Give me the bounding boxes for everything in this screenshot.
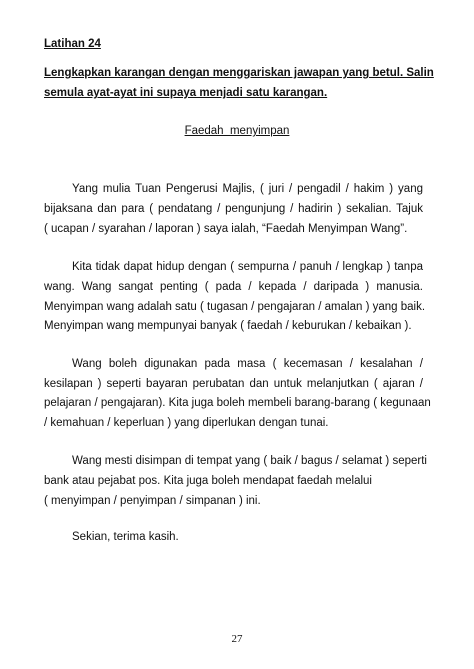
paragraph-5-line-1: Sekian, terima kasih.	[72, 531, 179, 543]
paragraph-3-line-3: pelajaran / pengajaran). Kita juga boleh membeli barang-barang ( kegunaan	[44, 397, 431, 409]
paragraph-4-line-3: ( menyimpan / penyimpan / simpanan ) ini.	[44, 495, 261, 507]
instruction-line-2: semula ayat-ayat ini supaya menjadi satu karangan.	[44, 87, 328, 99]
exercise-title: Latihan 24	[44, 38, 101, 50]
paragraph-2-line-1: Kita tidak dapat hidup dengan ( sempurna / panuh / lengkap ) tanpa	[72, 261, 423, 273]
essay-title: Faedah menyimpan	[184, 125, 290, 137]
paragraph-1-line-1: Yang mulia Tuan Pengerusi Majlis, ( juri / pengadil / hakim ) yang	[72, 183, 423, 195]
paragraph-2-line-2: wang. Wang sangat penting ( pada / kepada / daripada ) manusia.	[44, 281, 423, 293]
paragraph-4-line-2: bank atau pejabat pos. Kita juga boleh mendapat faedah melalui	[44, 475, 372, 487]
paragraph-3-line-2: kesilapan ) seperti bayaran perubatan dan untuk melanjutkan ( ajaran /	[44, 378, 423, 390]
paragraph-1-line-3: ( ucapan / syarahan / laporan ) saya ialah, “Faedah Menyimpan Wang”.	[44, 223, 408, 235]
paragraph-3-line-4: / kemahuan / keperluan ) yang diperlukan dengan tunai.	[44, 417, 329, 429]
paragraph-4-line-1: Wang mesti disimpan di tempat yang ( baik / bagus / selamat ) seperti	[72, 455, 427, 467]
page-number: 27	[231, 633, 243, 645]
paragraph-1-line-2: bijaksana dan para ( pendatang / pengunjung / hadirin ) sekalian. Tajuk	[44, 203, 423, 215]
paragraph-2-line-4: Menyimpan wang mempunyai banyak ( faedah / keburukan / kebaikan ).	[44, 320, 412, 332]
paragraph-3-line-1: Wang boleh digunakan pada masa ( kecemasan / kesalahan /	[72, 358, 423, 370]
paragraph-2-line-3: Menyimpan wang adalah satu ( tugasan / pengajaran / amalan ) yang baik.	[44, 301, 426, 313]
instruction-line-1: Lengkapkan karangan dengan menggariskan jawapan yang betul. Salin	[44, 67, 434, 79]
